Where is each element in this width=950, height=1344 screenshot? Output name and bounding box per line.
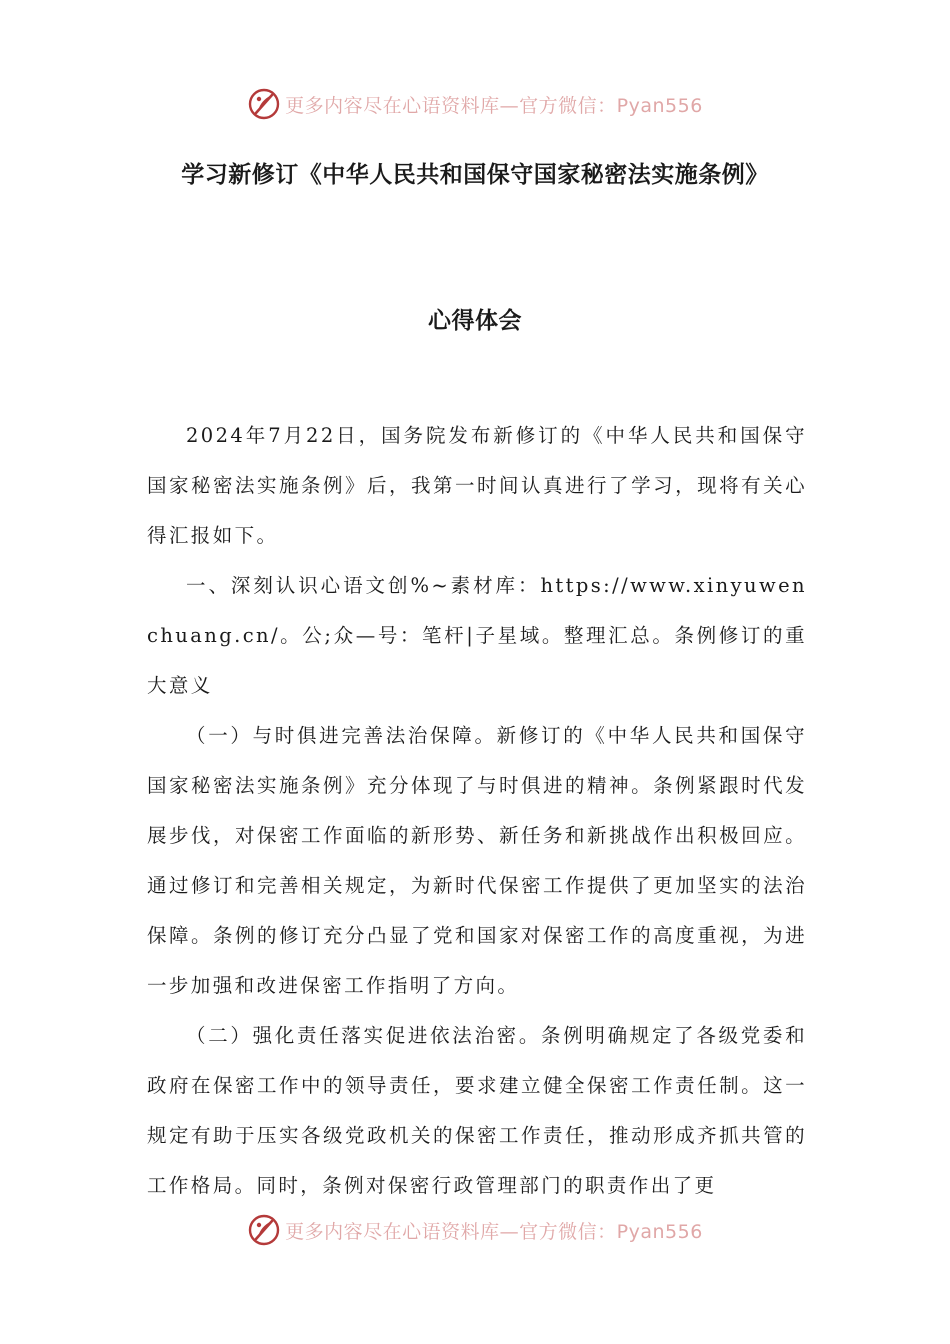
paragraph-section-heading: 一、深刻认识心语文创%~素材库：https://www.xinyuwenchuang.cn/。公;众—号：笔杆|子星域。整理汇总。条例修订的重大意义 xyxy=(147,574,807,697)
wechat-handle: Pyan556 xyxy=(616,1220,703,1243)
paragraph-point-two: （二）强化责任落实促进依法治密。条例明确规定了各级党委和政府在保密工作中的领导责任，要求建立健全保密工作责任制。这一规定有助于压实各级党政机关的保密工作责任，推动形成齐抓共管的工作格局。同时，条例对保密行政管理部门的职责作出了更 xyxy=(147,1024,807,1197)
document-title: 学习新修订《中华人民共和国保守国家秘密法实施条例》 xyxy=(181,162,769,188)
watermark-text: 更多内容尽在心语资料库—官方微信：Pyan556 xyxy=(285,94,703,117)
document-subtitle: 心得体会 xyxy=(428,308,522,334)
quill-logo-icon xyxy=(247,1213,281,1247)
paragraph-intro: 2024年7月22日，国务院发布新修订的《中华人民共和国保守国家秘密法实施条例》后，我第一时间认真进行了学习，现将有关心得汇报如下。 xyxy=(147,424,807,547)
document-body xyxy=(147,411,807,1211)
footer-watermark-banner xyxy=(0,1210,950,1250)
header-watermark-banner xyxy=(0,84,950,124)
paragraph-point-one: （一）与时俱进完善法治保障。新修订的《中华人民共和国保守国家秘密法实施条例》充分体现了与时俱进的精神。条例紧跟时代发展步伐，对保密工作面临的新形势、新任务和新挑战作出积极回应。通过修订和完善相关规定，为新时代保密工作提供了更加坚实的法治保障。条例的修订充分凸显了党和国家对保密工作的高度重视，为进一步加强和改进保密工作指明了方向。 xyxy=(147,724,807,997)
quill-logo-icon xyxy=(247,87,281,121)
wechat-handle: Pyan556 xyxy=(616,94,703,117)
watermark-text: 更多内容尽在心语资料库—官方微信：Pyan556 xyxy=(285,1220,703,1243)
